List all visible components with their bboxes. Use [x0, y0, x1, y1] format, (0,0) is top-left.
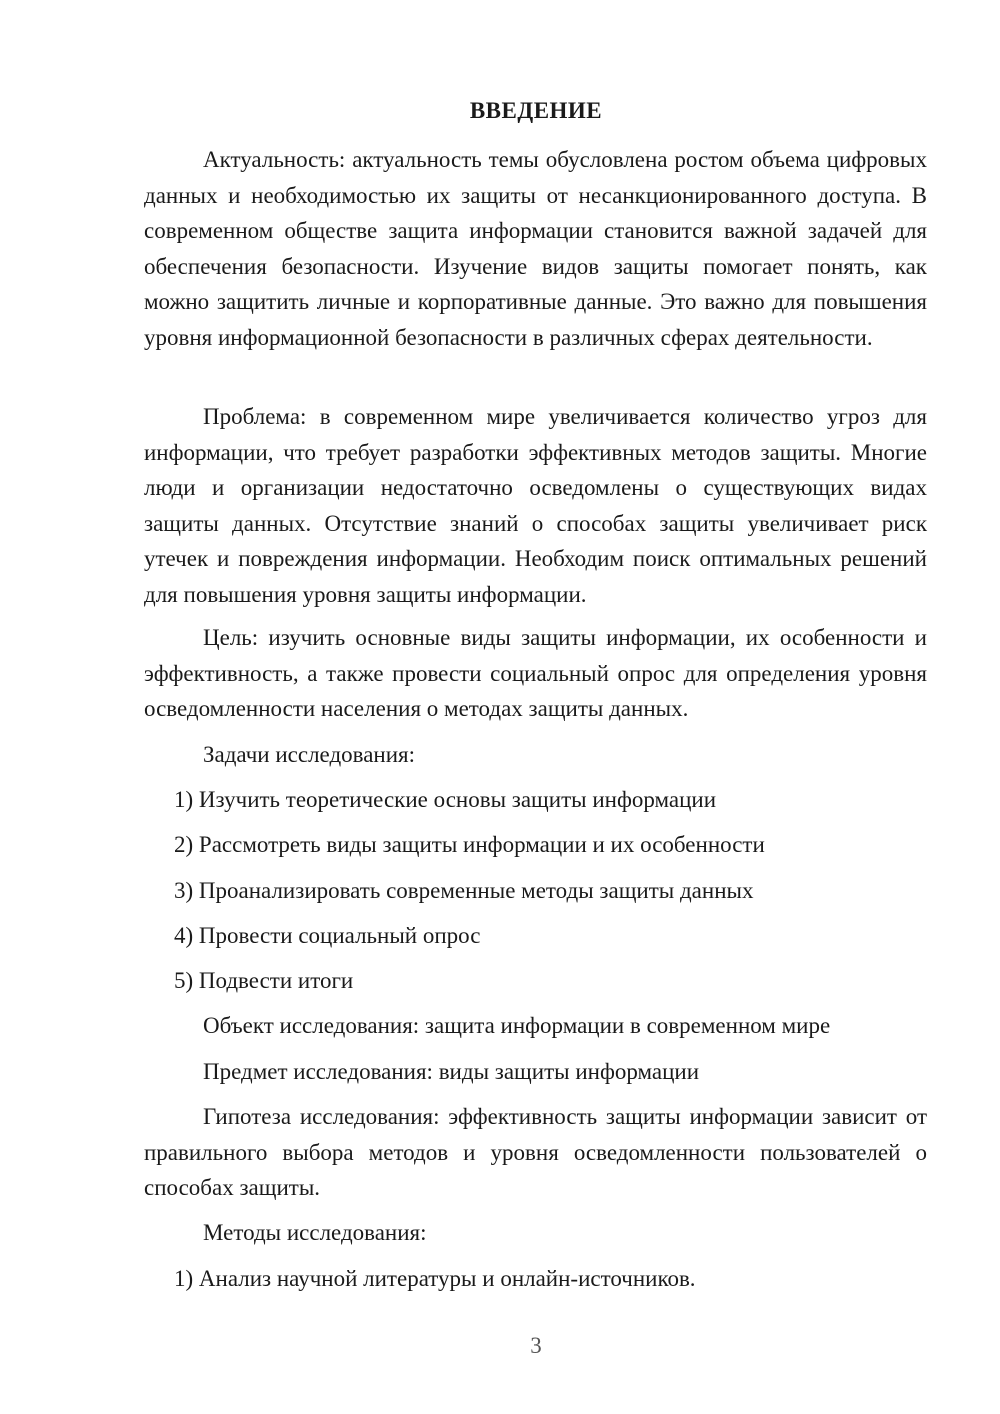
subject-line: Предмет исследования: виды защиты информации	[203, 1059, 700, 1084]
task-item-4: 4) Провести социальный опрос	[174, 923, 481, 948]
task-item-2: 2) Рассмотреть виды защиты информации и их особенности	[174, 832, 765, 857]
goal-paragraph: Цель: изучить основные виды защиты информации, их особенности и эффективность, а также провести социальный опрос для определения уровня осведомленности населения о методах защиты данных.	[144, 625, 927, 721]
page-number: 3	[530, 1333, 542, 1358]
methods-heading: Методы исследования:	[203, 1220, 427, 1245]
relevance-paragraph: Актуальность: актуальность темы обусловлена ростом объема цифровых данных и необходимостью их защиты от несанкционированного доступа. В современном обществе защита информации становится важной задачей для обеспечения безопасности. Изучение видов защиты помогает понять, как можно защитить личные и корпоративные данные. Это важно для повышения уровня информационной безопасности в различных сферах деятельности.	[144, 147, 927, 350]
task-item-3: 3) Проанализировать современные методы защиты данных	[174, 878, 754, 903]
problem-paragraph: Проблема: в современном мире увеличивается количество угроз для информации, что требует разработки эффективных методов защиты. Многие люди и организации недостаточно осведомлены о существующих видах защиты данных. Отсутствие знаний о способах защиты увеличивает риск утечек и повреждения информации. Необходим поиск оптимальных решений для повышения уровня защиты информации.	[144, 404, 927, 607]
tasks-heading: Задачи исследования:	[203, 742, 416, 767]
task-item-1: 1) Изучить теоретические основы защиты информации	[174, 787, 717, 812]
method-item-1: 1) Анализ научной литературы и онлайн-источников.	[174, 1266, 696, 1291]
page-title: ВВЕДЕНИЕ	[469, 98, 603, 123]
hypothesis-paragraph: Гипотеза исследования: эффективность защиты информации зависит от правильного выбора методов и уровня осведомленности пользователей о способах защиты.	[144, 1104, 927, 1200]
object-line: Объект исследования: защита информации в современном мире	[203, 1013, 831, 1038]
task-item-5: 5) Подвести итоги	[174, 968, 354, 993]
